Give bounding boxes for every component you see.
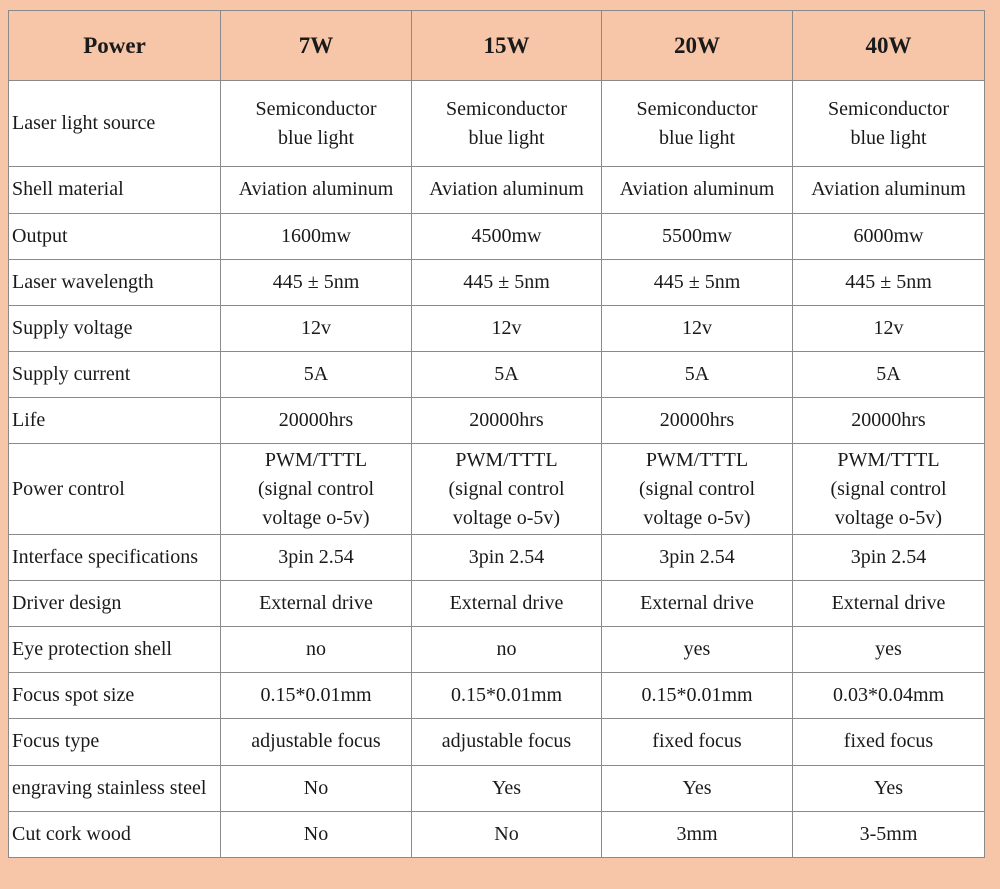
row-label: Cut cork wood — [9, 811, 221, 857]
cell-line: PWM/TTTL — [264, 448, 368, 471]
cell-line: Semiconductor — [636, 97, 758, 120]
cell-line: 20000hrs — [851, 409, 926, 432]
cell-line: 445 ± 5nm — [845, 270, 932, 293]
table-row — [9, 811, 985, 857]
header-15w: 15W — [412, 11, 602, 81]
cell-line: blue light — [468, 126, 545, 149]
cell-line: Aviation aluminum — [619, 178, 775, 201]
cell-line: 5A — [876, 363, 901, 386]
table-row — [9, 673, 985, 719]
table-cell — [793, 534, 985, 580]
table-row — [9, 81, 985, 167]
table-cell — [221, 305, 412, 351]
table-cell — [412, 444, 602, 534]
row-label: Life — [9, 398, 221, 444]
table-cell — [793, 719, 985, 765]
table-row — [9, 444, 985, 534]
cell-line: Aviation aluminum — [811, 178, 966, 201]
cell-line: 20000hrs — [278, 409, 354, 432]
table-cell — [221, 627, 412, 673]
header-power: Power — [9, 11, 221, 81]
row-label: Power control — [9, 444, 221, 534]
table-row — [9, 305, 985, 351]
table-cell — [602, 444, 793, 534]
cell-line: 445 ± 5nm — [272, 270, 360, 293]
table-cell — [793, 627, 985, 673]
row-label: Focus type — [9, 719, 221, 765]
cell-line: 20000hrs — [659, 409, 735, 432]
cell-line: blue light — [658, 126, 736, 149]
cell-line: 12v — [301, 316, 331, 339]
cell-line: voltage o-5v) — [643, 506, 751, 529]
table-row — [9, 259, 985, 305]
cell-line: yes — [875, 638, 902, 661]
cell-line: 445 ± 5nm — [463, 270, 550, 293]
table-cell — [793, 765, 985, 811]
header-row — [9, 11, 985, 81]
cell-line: Semiconductor — [445, 97, 568, 120]
cell-line: 3pin 2.54 — [278, 545, 354, 568]
table-row — [9, 398, 985, 444]
cell-line: Yes — [682, 776, 712, 799]
cell-line: adjustable focus — [251, 730, 381, 753]
cell-line: 4500mw — [471, 224, 542, 247]
table-cell — [602, 627, 793, 673]
cell-line: Yes — [873, 776, 904, 799]
cell-line: (signal control — [257, 477, 375, 500]
cell-line: External drive — [831, 591, 946, 614]
table-cell — [793, 580, 985, 626]
table-row — [9, 580, 985, 626]
table-cell — [602, 398, 793, 444]
table-cell — [412, 811, 602, 857]
table-cell — [793, 81, 985, 167]
table-row — [9, 627, 985, 673]
table-cell — [412, 534, 602, 580]
table-cell — [412, 81, 602, 167]
table-cell — [221, 673, 412, 719]
row-label: Driver design — [9, 580, 221, 626]
table-cell — [221, 444, 412, 534]
cell-line: no — [496, 638, 517, 661]
cell-line: Aviation aluminum — [429, 178, 584, 201]
cell-line: 12v — [682, 316, 712, 339]
table-cell — [221, 81, 412, 167]
table-cell — [602, 259, 793, 305]
row-label: Focus spot size — [9, 673, 221, 719]
cell-line: 0.15*0.01mm — [641, 684, 753, 707]
row-label: Laser wavelength — [9, 259, 221, 305]
cell-line: blue light — [277, 126, 355, 149]
table-cell — [602, 765, 793, 811]
cell-line: voltage o-5v) — [452, 506, 561, 529]
row-label: Supply current — [9, 352, 221, 398]
row-label: Laser light source — [9, 81, 221, 167]
cell-line: 0.15*0.01mm — [450, 684, 563, 707]
table-row — [9, 167, 985, 213]
table-cell — [221, 811, 412, 857]
table-cell — [221, 213, 412, 259]
table-cell — [793, 259, 985, 305]
table-cell — [602, 534, 793, 580]
table-cell — [602, 673, 793, 719]
cell-line: 3pin 2.54 — [468, 545, 545, 568]
cell-line: 5A — [684, 363, 710, 386]
cell-line: Semiconductor — [255, 97, 377, 120]
row-label: Eye protection shell — [9, 627, 221, 673]
table-cell — [221, 167, 412, 213]
table-cell — [412, 627, 602, 673]
cell-line: Semiconductor — [827, 97, 950, 120]
table-cell — [793, 398, 985, 444]
cell-line: 3-5mm — [859, 822, 918, 845]
table-cell — [602, 352, 793, 398]
row-label: Shell material — [9, 167, 221, 213]
table-body — [9, 81, 985, 858]
cell-line: (signal control — [830, 477, 947, 500]
table-cell — [602, 719, 793, 765]
table-cell — [221, 580, 412, 626]
table-row — [9, 719, 985, 765]
table-cell — [412, 765, 602, 811]
cell-line: 20000hrs — [469, 409, 544, 432]
cell-line: External drive — [259, 591, 373, 614]
table-cell — [602, 580, 793, 626]
cell-line: External drive — [640, 591, 754, 614]
cell-line: voltage o-5v) — [262, 506, 370, 529]
laser-spec-table — [8, 10, 985, 858]
cell-line: Yes — [491, 776, 522, 799]
table-cell — [221, 719, 412, 765]
table-cell — [412, 167, 602, 213]
cell-line: 3pin 2.54 — [659, 545, 735, 568]
cell-line: PWM/TTTL — [645, 448, 749, 471]
cell-line: 445 ± 5nm — [653, 270, 741, 293]
cell-line: 3mm — [676, 822, 718, 845]
table-row — [9, 765, 985, 811]
table-cell — [793, 352, 985, 398]
table-cell — [412, 673, 602, 719]
cell-line: adjustable focus — [441, 730, 572, 753]
cell-line: (signal control — [638, 477, 756, 500]
table-row — [9, 534, 985, 580]
table-cell — [793, 305, 985, 351]
table-cell — [602, 213, 793, 259]
table-cell — [793, 167, 985, 213]
spec-sheet — [8, 10, 984, 858]
cell-line: 6000mw — [853, 224, 924, 247]
header-40w: 40W — [793, 11, 985, 81]
table-cell — [793, 444, 985, 534]
cell-line: fixed focus — [652, 730, 742, 753]
table-cell — [602, 167, 793, 213]
cell-line: blue light — [850, 126, 927, 149]
table-cell — [602, 81, 793, 167]
cell-line: 5500mw — [662, 224, 732, 247]
header-20w: 20W — [602, 11, 793, 81]
cell-line: No — [303, 822, 329, 845]
table-cell — [221, 765, 412, 811]
cell-line: PWM/TTTL — [837, 448, 940, 471]
table-cell — [793, 213, 985, 259]
table-cell — [412, 352, 602, 398]
cell-line: fixed focus — [843, 730, 934, 753]
cell-line: voltage o-5v) — [834, 506, 943, 529]
cell-line: (signal control — [448, 477, 565, 500]
cell-line: No — [303, 776, 329, 799]
table-cell — [793, 673, 985, 719]
table-cell — [793, 811, 985, 857]
cell-line: Aviation aluminum — [238, 178, 394, 201]
cell-line: no — [306, 638, 326, 661]
table-cell — [412, 719, 602, 765]
table-cell — [412, 398, 602, 444]
table-cell — [221, 259, 412, 305]
cell-line: 3pin 2.54 — [850, 545, 927, 568]
row-label: Supply voltage — [9, 305, 221, 351]
table-cell — [221, 534, 412, 580]
table-cell — [412, 580, 602, 626]
cell-line: 5A — [494, 363, 519, 386]
table-row — [9, 352, 985, 398]
row-label: engraving stainless steel — [9, 765, 221, 811]
row-label: Output — [9, 213, 221, 259]
row-label: Interface specifications — [9, 534, 221, 580]
header-7w: 7W — [221, 11, 412, 81]
table-row — [9, 213, 985, 259]
table-cell — [602, 305, 793, 351]
cell-line: 12v — [873, 316, 904, 339]
cell-line: External drive — [449, 591, 564, 614]
cell-line: 5A — [303, 363, 329, 386]
table-cell — [412, 305, 602, 351]
cell-line: 0.15*0.01mm — [260, 684, 372, 707]
cell-line: No — [494, 822, 519, 845]
table-cell — [412, 213, 602, 259]
table-cell — [221, 398, 412, 444]
table-cell — [221, 352, 412, 398]
cell-line: 12v — [491, 316, 522, 339]
cell-line: 0.03*0.04mm — [832, 684, 945, 707]
table-cell — [602, 811, 793, 857]
cell-line: 1600mw — [281, 224, 351, 247]
cell-line: PWM/TTTL — [455, 448, 558, 471]
table-cell — [412, 259, 602, 305]
cell-line: yes — [683, 638, 711, 661]
